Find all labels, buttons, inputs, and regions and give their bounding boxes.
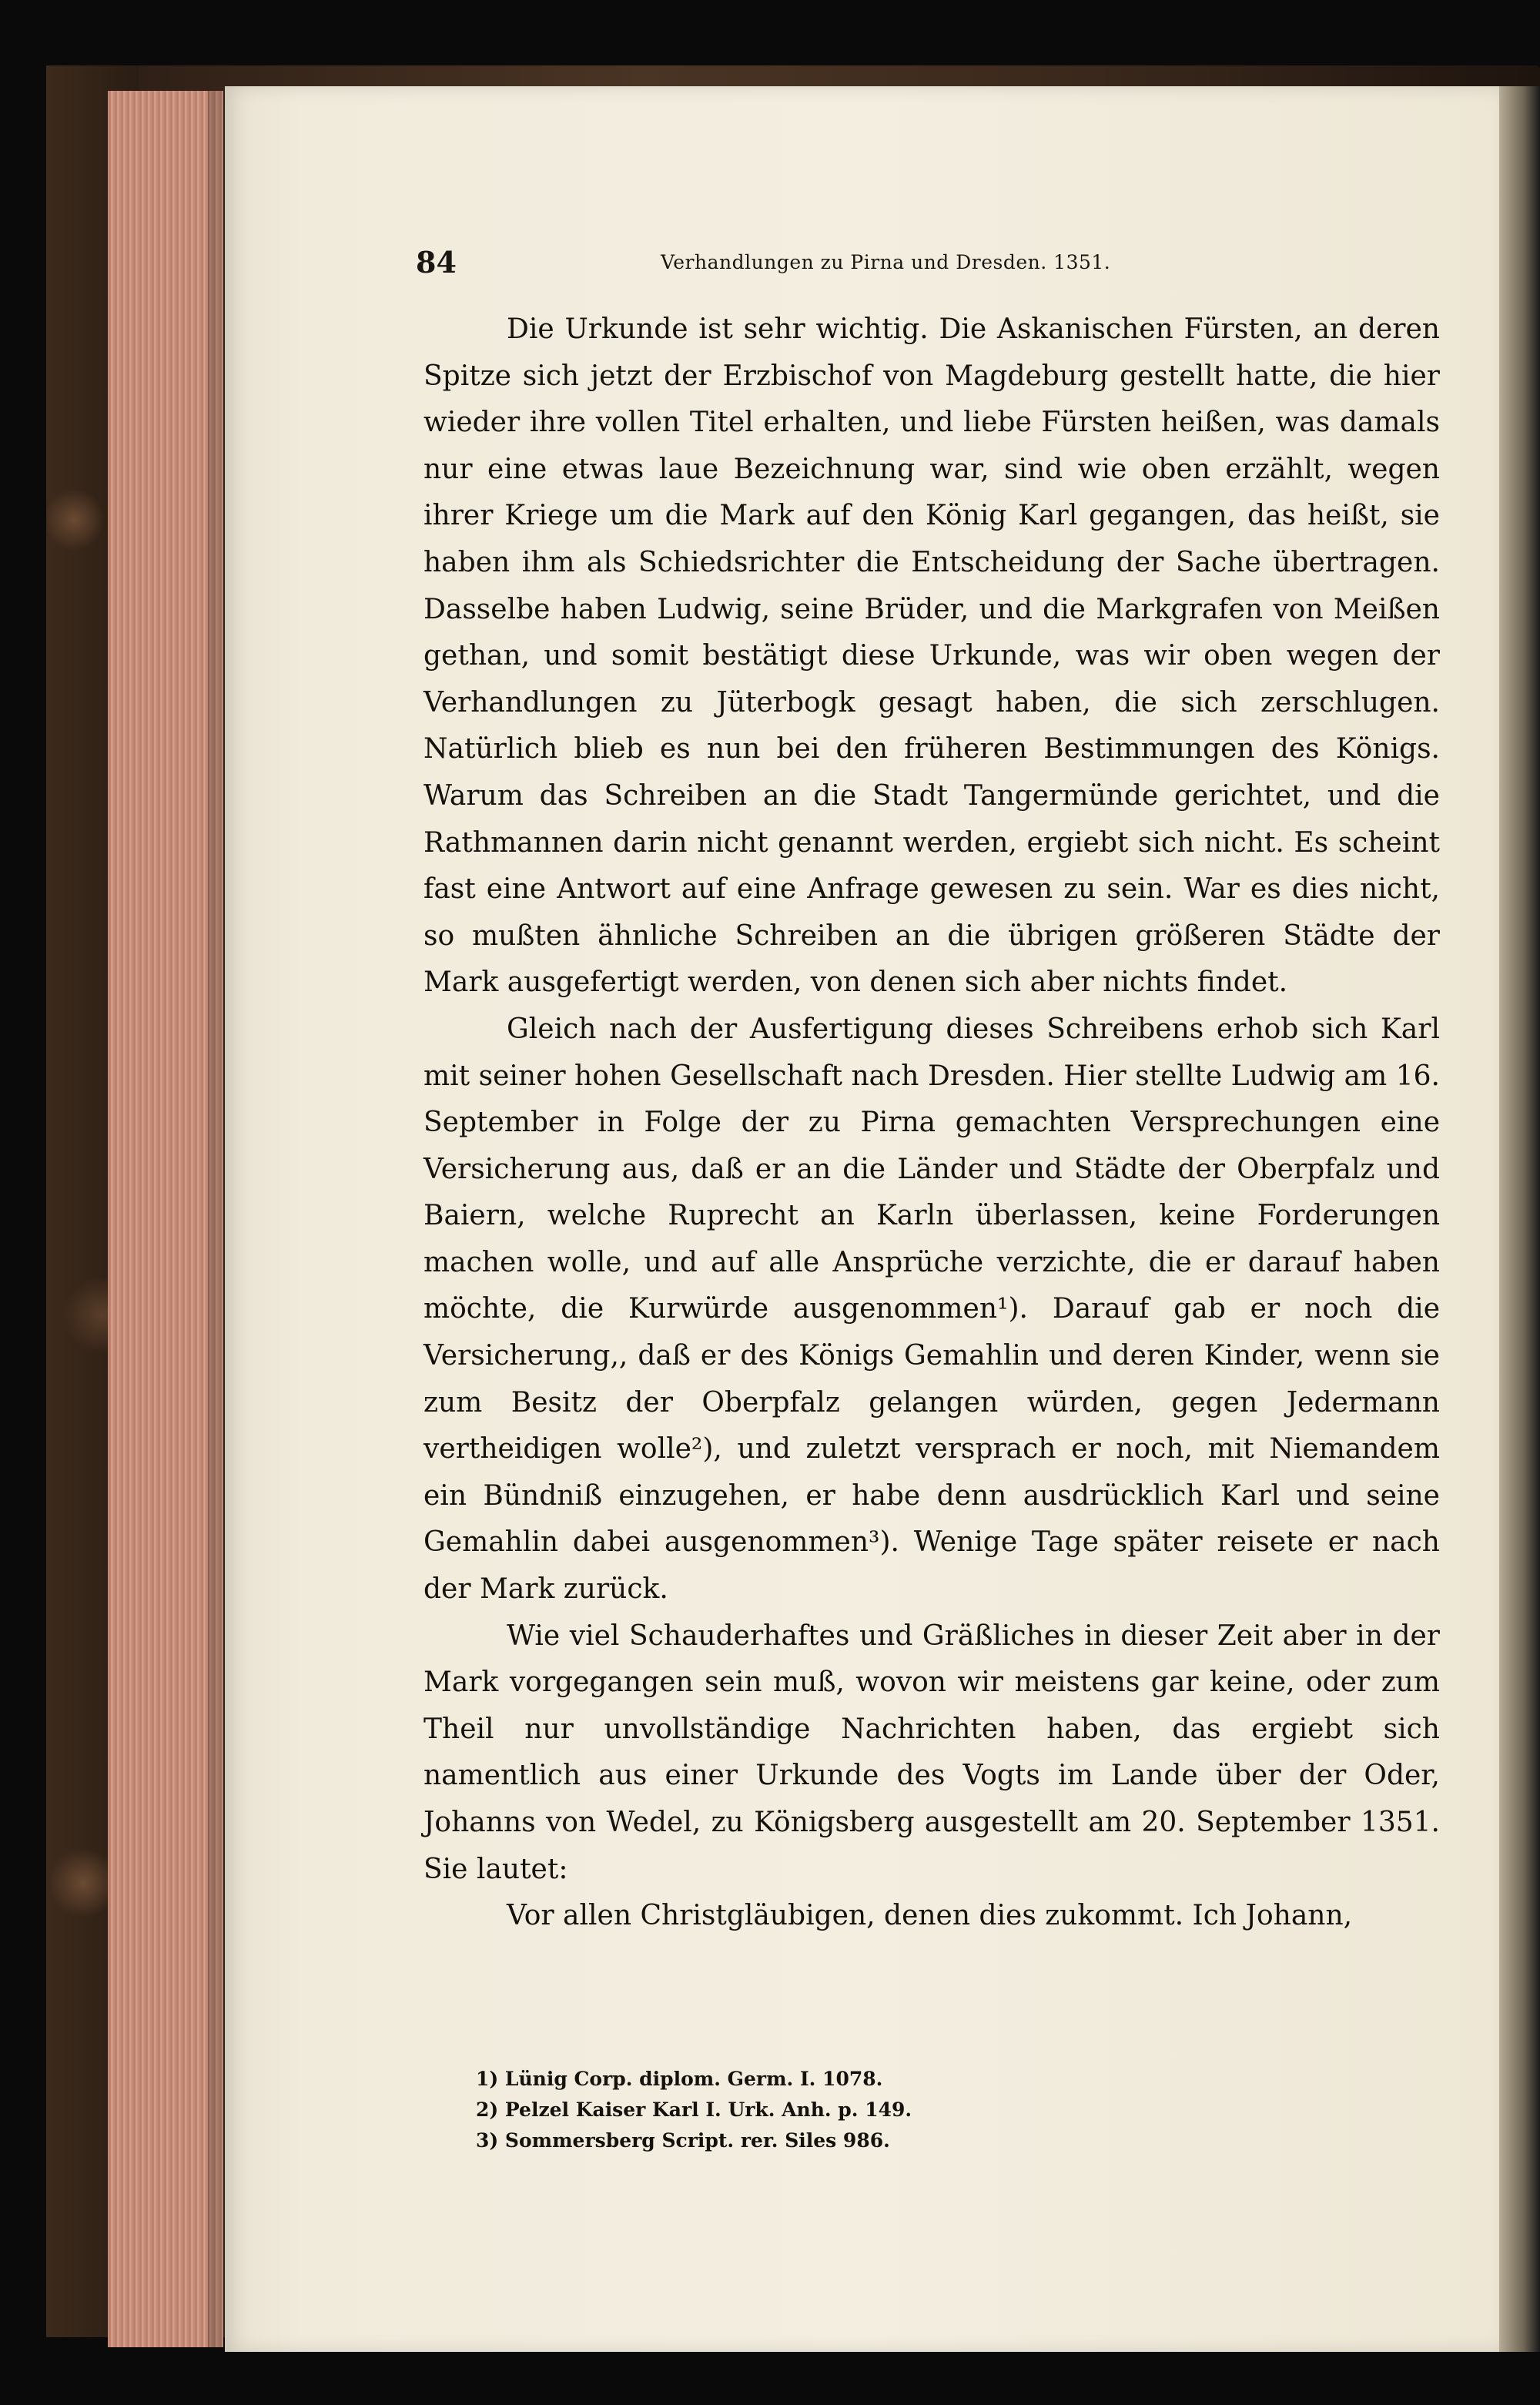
page-number: 84	[416, 245, 457, 280]
body-text	[424, 306, 1440, 1940]
page-header	[416, 245, 1440, 283]
paragraph: Wie viel Schauderhaftes und Gräßliches in dieser Zeit aber in der Mark vorgegangen sein muß, wovon wir meistens gar keine, oder zum Theil nur unvollständige Nachrichten haben, das ergiebt sich namentlich aus einer Urkunde des Vogts im Lande über der Oder, Johanns von Wedel, zu Königsberg ausgestellt am 20. September 1351. Sie lautet:	[424, 1620, 1440, 1885]
facing-page-edge	[1499, 86, 1540, 2352]
paragraph: Gleich nach der Ausfertigung dieses Schreibens erhob sich Karl mit seiner hohen Gesellschaft nach Dresden. Hier stellte Ludwig am 16. September in Folge der zu Pirna gemachten Versprechungen eine Versicherung aus, daß er an die Länder und Städte der Oberpfalz und Baiern, welche Ruprecht an Karln überlassen, keine Forderungen machen wolle, und auf alle Ansprüche verzichte, die er darauf haben möchte, die Kurwürde ausgenommen¹). Darauf gab er noch die Versicherung,, daß er des Königs Gemahlin und deren Kinder, wenn sie zum Besitz der Oberpfalz gelangen würden, gegen Jedermann vertheidigen wolle²), und zuletzt versprach er noch, mit Niemandem ein Bündniß einzugehen, er habe denn ausdrücklich Karl und seine Gemahlin dabei ausgenommen³). Wenige Tage später reisete er nach der Mark zurück.	[424, 1013, 1440, 1606]
footnotes	[476, 2064, 1431, 2156]
paragraph: Vor allen Christgläubigen, denen dies zukommt. Ich Johann,	[507, 1900, 1353, 1932]
footnote: 1) Lünig Corp. diplom. Germ. I. 1078.	[476, 2068, 883, 2090]
footnote: 3) Sommersberg Script. rer. Siles 986.	[476, 2129, 890, 2152]
running-head: Verhandlungen zu Pirna und Dresden. 1351.	[661, 251, 1111, 273]
footnote: 2) Pelzel Kaiser Karl I. Urk. Anh. p. 149.	[476, 2099, 912, 2121]
page-edges	[108, 91, 223, 2347]
paragraph: Die Urkunde ist sehr wichtig. Die Askanischen Fürsten, an deren Spitze sich jetzt der Erzbischof von Magdeburg gestellt hatte, die hier wieder ihre vollen Titel erhalten, und liebe Fürsten heißen, was damals nur eine etwas laue Bezeichnung war, sind wie oben erzählt, wegen ihrer Kriege um die Mark auf den König Karl gegangen, das heißt, sie haben ihm als Schiedsrichter die Entscheidung der Sache übertragen. Dasselbe haben Ludwig, seine Brüder, und die Markgrafen von Meißen gethan, und somit bestätigt diese Urkunde, was wir oben wegen der Verhandlungen zu Jüterbogk gesagt haben, die sich zerschlugen. Natürlich blieb es nun bei den früheren Bestimmungen des Königs. Warum das Schreiben an die Stadt Tangermünde gerichtet, und die Rathmannen darin nicht genannt werden, ergiebt sich nicht. Es scheint fast eine Antwort auf eine Anfrage gewesen zu sein. War es dies nicht, so mußten ähnliche Schreiben an die übrigen größeren Städte der Mark ausgefertigt werden, von denen sich aber nichts findet.	[424, 313, 1440, 999]
